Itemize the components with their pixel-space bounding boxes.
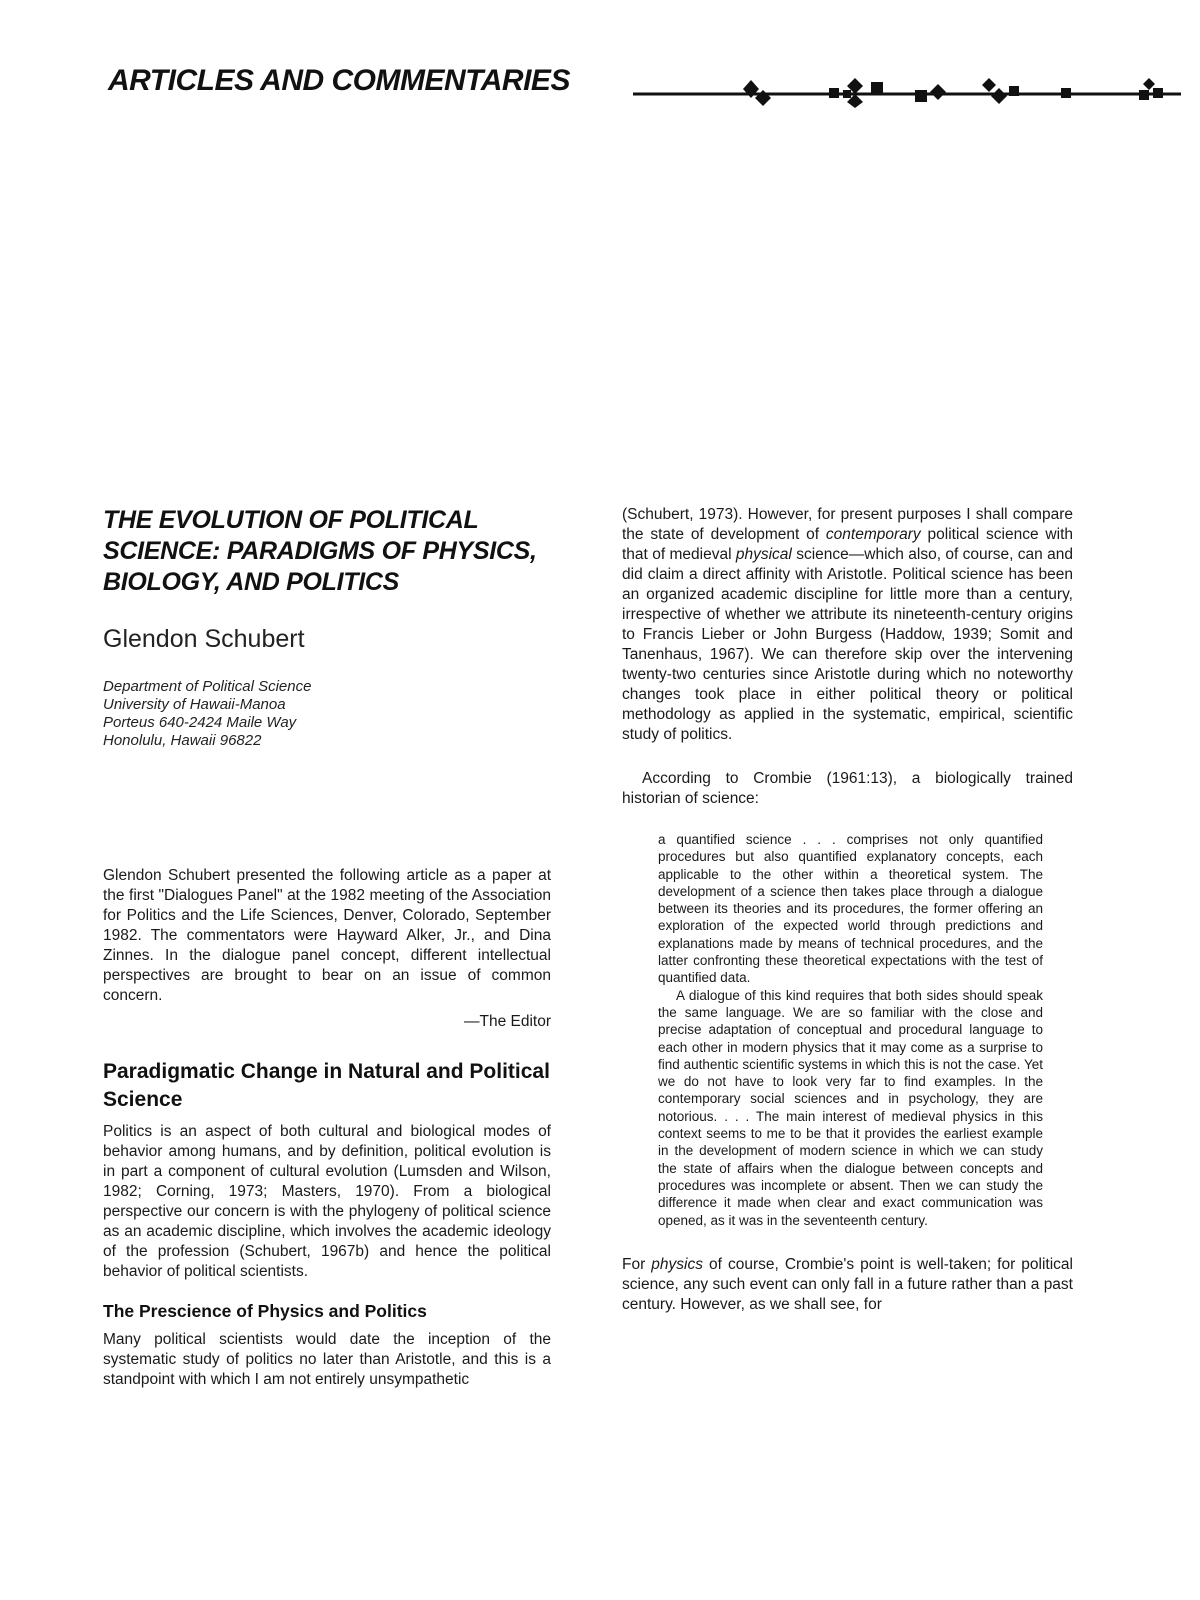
body-paragraph: For physics of course, Crombie's point is well-taken; for political science, any such event can only fall in a future rather than a past century. However, as we shall see, for [622, 1255, 1073, 1313]
decorative-rule-icon [633, 72, 1183, 108]
affiliation-line: University of Hawaii-Manoa [103, 696, 286, 713]
section-header [108, 62, 1098, 112]
affiliation-line: Porteus 640-2424 Maile Way [103, 714, 297, 731]
body-paragraph: Politics is an aspect of both cultural and biological modes of behavior among humans, and by definition, political evolution is in part a component of cultural evolution (Lumsden and Wilson, 1982; Corning, 1973; Masters, 1970). From a biological perspective our concern is with the phylogeny of political science as an academic discipline, which involves the academic ideology of the profession (Schubert, 1967b) and hence the political behavior of political scientists. [103, 1123, 551, 1280]
quote-paragraph: a quantified science . . . comprises not only quantified procedures but also quantified explanatory concepts, each applicable to the other within a theoretical system. The development of a science then takes place through a dialogue between its theories and its procedures, the former offering an exploration of the expected world through predictions and explanations made by means of technical procedures, and the latter confronting these theoretical expectations with the test of quantified data. [658, 832, 1043, 986]
block-quote [658, 831, 1043, 1229]
right-column [622, 505, 1073, 1315]
editor-note: Glendon Schubert presented the following article as a paper at the first "Dialogues Panel" at the 1982 meeting of the Association for Politics and the Life Sciences, Denver, Colorado, September 1982. The commentators were Hayward Alker, Jr., and Dina Zinnes. In the dialogue panel concept, different intellectual perspectives are brought to bear on an issue of common concern. [103, 867, 551, 1004]
body-paragraph: Many political scientists would date the inception of the systematic study of politics no later than Aristotle, and this is a standpoint with which I am not entirely unsympathetic [103, 1331, 551, 1388]
quote-paragraph: A dialogue of this kind requires that both sides should speak the same language. We are so familiar with the close and precise adaptation of conceptual and procedural language to each other in modern physics that it may come as a surprise to find authentic scientific systems in which this is not the case. Yet we do not have to look very far to find examples. In the contemporary social sciences and in psychology, they are notorious. . . . The main interest of medieval physics in this context seems to me to be that it provides the earliest example in the development of modern science in which we can study the state of affairs when the dialogue between concepts and procedures was incomplete or absent. Then we can study the difference it made when clear and exact communication was opened, as it was in the seventeenth century. [658, 987, 1043, 1228]
body-paragraph: (Schubert, 1973). However, for present purposes I shall compare the state of development of contemporary political science with that of medieval physical science—which also, of course, can and did claim a direct affinity with Aristotle. Political science has been an organized academic discipline for little more than a century, irrespective of whether we attribute its nineteenth-century origins to Francis Lieber or John Burgess (Haddow, 1939; Somit and Tanenhaus, 1967). We can therefore skip over the intervening twenty-two centuries since Aristotle during which no noteworthy changes took place in either political theory or political methodology as applied in the systematic, empirical, scientific study of politics. [622, 506, 1074, 743]
affiliation-line: Honolulu, Hawaii 96822 [103, 732, 262, 749]
left-column [103, 505, 551, 1390]
editor-signature: —The Editor [463, 1013, 551, 1030]
article-title: THE EVOLUTION OF POLITICAL SCIENCE: PARADIGMS OF PHYSICS, BIOLOGY, AND POLITICS [103, 506, 537, 596]
author-name: Glendon Schubert [103, 625, 305, 653]
body-paragraph: According to Crombie (1961:13), a biologically trained historian of science: [622, 770, 1073, 807]
affiliation-line: Department of Political Science [103, 678, 312, 695]
author-affiliation [103, 678, 551, 750]
section-heading: Paradigmatic Change in Natural and Political Science [103, 1060, 550, 1111]
subsection-heading: The Prescience of Physics and Politics [103, 1301, 427, 1321]
section-title: ARTICLES AND COMMENTARIES [108, 64, 570, 97]
